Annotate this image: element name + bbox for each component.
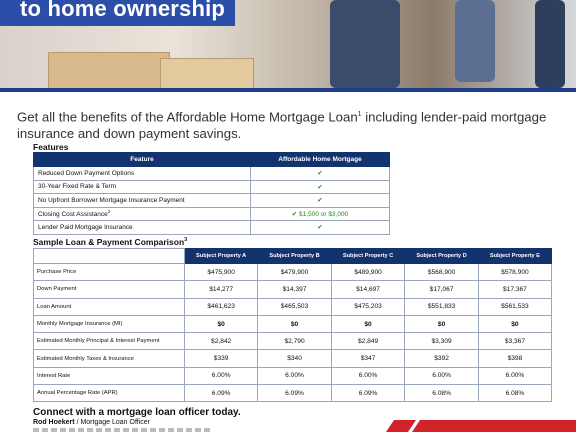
table-cell: $461,623: [185, 298, 258, 315]
intro-paragraph: [17, 106, 562, 142]
table-cell: $17,067: [405, 281, 479, 298]
contact-cta: Connect with a mortgage loan officer today.: [33, 407, 241, 418]
table-cell: $339: [185, 350, 258, 367]
feature-text: Closing Cost Assistance: [38, 211, 108, 219]
footnote-marker: 3: [184, 237, 188, 244]
table-cell: $14,697: [331, 281, 405, 298]
row-label: Estimated Monthly Taxes & Insurance: [34, 350, 185, 367]
table-cell: $551,833: [405, 298, 479, 315]
table-row: [34, 367, 552, 384]
table-cell: $3,367: [478, 333, 551, 350]
table-row: [34, 385, 552, 402]
table-cell: $479,900: [258, 264, 332, 281]
table-cell: $561,533: [478, 298, 551, 315]
comparison-col-header: Subject Property D: [405, 249, 479, 264]
table-cell: 6.09%: [258, 385, 332, 402]
hero-banner: [0, 0, 576, 92]
feature-label: [34, 167, 251, 181]
row-label: Monthly Mortgage Insurance (MI): [34, 315, 185, 332]
row-label: Annual Percentage Rate (APR): [34, 385, 185, 402]
table-cell: $14,397: [258, 281, 332, 298]
intro-text: Get all the benefits of the Affordable Home Mortgage Loan: [17, 109, 358, 125]
comparison-col-header: Subject Property C: [331, 249, 405, 264]
table-cell: $3,309: [405, 333, 479, 350]
feature-label: [34, 221, 251, 235]
officer-title: / Mortgage Loan Officer: [74, 419, 150, 426]
feature-check: ✔: [251, 221, 390, 235]
feature-label: [34, 207, 251, 221]
comparison-heading: [33, 237, 187, 247]
table-cell: 6.08%: [405, 385, 479, 402]
table-row: [34, 281, 552, 298]
table-cell: $2,849: [331, 333, 405, 350]
footnote-marker: 2: [107, 209, 111, 215]
table-cell: $489,900: [331, 264, 405, 281]
features-heading: Features: [33, 142, 69, 152]
table-cell: $14,277: [185, 281, 258, 298]
table-cell: $0: [405, 315, 479, 332]
table-row: [34, 315, 552, 332]
feature-text: Lender Paid Mortgage Insurance: [38, 223, 133, 231]
person-figure: [455, 0, 495, 82]
table-row: [34, 350, 552, 367]
table-cell: $578,900: [478, 264, 551, 281]
comparison-col-header: Subject Property A: [185, 249, 258, 264]
table-cell: $347: [331, 350, 405, 367]
table-cell: $0: [185, 315, 258, 332]
features-row: [34, 221, 390, 235]
row-label: Interest Rate: [34, 367, 185, 384]
banner-accent-stripe: [0, 88, 576, 92]
officer-name: Rod Hoekert: [33, 419, 75, 426]
feature-label: [34, 194, 251, 208]
feature-check: ✔: [251, 194, 390, 208]
cutoff-contact-line: [33, 428, 213, 432]
feature-text: 30-Year Fixed Rate & Term: [38, 183, 117, 191]
table-cell: $0: [258, 315, 332, 332]
table-cell: $17,367: [478, 281, 551, 298]
table-cell: 6.09%: [185, 385, 258, 402]
intro-text-continued: including lender-paid mortgage insurance and down payment savings.: [17, 109, 547, 142]
table-cell: 6.09%: [331, 385, 405, 402]
loan-officer: [33, 419, 150, 426]
table-cell: $0: [331, 315, 405, 332]
person-figure: [330, 0, 400, 88]
row-label: Purchase Price: [34, 264, 185, 281]
features-row: [34, 194, 390, 208]
table-cell: 6.00%: [258, 367, 332, 384]
features-row: [34, 167, 390, 181]
comparison-col-header: Subject Property E: [478, 249, 551, 264]
row-label: Down Payment: [34, 281, 185, 298]
features-col-feature: Feature: [34, 153, 251, 167]
moving-box: [48, 52, 170, 92]
table-cell: 6.08%: [478, 385, 551, 402]
hero-title: to home ownership: [20, 0, 226, 21]
feature-check: ✔: [251, 167, 390, 181]
row-label: Estimated Monthly Principal & Interest Payment: [34, 333, 185, 350]
table-cell: $2,842: [185, 333, 258, 350]
feature-label: [34, 180, 251, 194]
comparison-col-header: Subject Property B: [258, 249, 332, 264]
feature-text: Reduced Down Payment Options: [38, 169, 135, 177]
table-cell: $392: [405, 350, 479, 367]
table-cell: $475,203: [331, 298, 405, 315]
features-table: [33, 152, 390, 235]
feature-text: No Upfront Borrower Mortgage Insurance Payment: [38, 196, 185, 204]
feature-check: ✔: [251, 180, 390, 194]
table-cell: 6.00%: [405, 367, 479, 384]
table-cell: 6.00%: [478, 367, 551, 384]
loan-comparison-table: [33, 248, 552, 402]
table-corner: [34, 249, 185, 264]
table-cell: $2,790: [258, 333, 332, 350]
table-cell: $340: [258, 350, 332, 367]
features-col-product: Affordable Home Mortgage: [251, 153, 390, 167]
table-cell: $398: [478, 350, 551, 367]
feature-check: ✔ $1,500 or $3,000: [251, 207, 390, 221]
table-cell: 6.00%: [185, 367, 258, 384]
table-cell: $475,900: [185, 264, 258, 281]
features-row: [34, 180, 390, 194]
table-cell: 6.00%: [331, 367, 405, 384]
features-row: [34, 207, 390, 221]
comparison-heading-text: Sample Loan & Payment Comparison: [33, 237, 185, 247]
table-cell: $465,503: [258, 298, 332, 315]
row-label: Loan Amount: [34, 298, 185, 315]
bank-logo: [386, 420, 576, 432]
footnote-marker: 1: [357, 111, 362, 118]
moving-box: [160, 58, 254, 92]
table-cell: $568,900: [405, 264, 479, 281]
table-row: [34, 333, 552, 350]
table-cell: $0: [478, 315, 551, 332]
person-figure: [535, 0, 565, 88]
table-row: [34, 264, 552, 281]
table-row: [34, 298, 552, 315]
